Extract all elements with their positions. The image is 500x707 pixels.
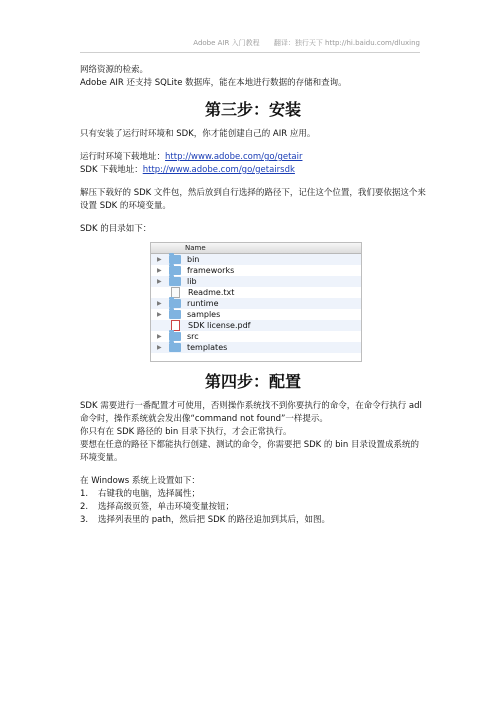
list-item-text: 右键我的电脑，选择属性； — [98, 489, 201, 499]
finder-item-name: runtime — [187, 299, 219, 308]
finder-row[interactable] — [151, 298, 361, 309]
windows-intro: 在 Windows 系统上设置如下： — [80, 476, 200, 486]
list-item — [80, 514, 426, 527]
runtime-download-link[interactable]: http://www.adobe.com/go/getair — [165, 152, 303, 162]
disclosure-triangle-icon[interactable]: ▶ — [157, 333, 162, 340]
sdk-dir-caption: SDK 的目录如下： — [80, 224, 152, 234]
disclosure-triangle-icon[interactable]: ▶ — [157, 278, 162, 285]
folder-icon — [169, 277, 181, 286]
intro-line-1: 网络资源的检索。 — [80, 65, 149, 75]
header-title: Adobe AIR 入门教程 — [193, 39, 260, 47]
step4-para-3: 要想在任意的路径下都能执行创建、测试的命令，你需要把 SDK 的 bin 目录设置成系统的环境变量。 — [80, 440, 419, 463]
sdk-download-line — [80, 164, 426, 177]
finder-row[interactable] — [151, 276, 361, 287]
folder-icon — [169, 266, 181, 275]
list-item-number: 3. — [80, 515, 89, 525]
intro-line-2: Adobe AIR 还支持 SQLite 数据库，能在本地进行数据的存储和查询。 — [80, 78, 347, 88]
finder-item-name: bin — [187, 255, 200, 264]
folder-icon — [169, 343, 181, 352]
step4-para-1: SDK 需要进行一番配置才可使用，否则操作系统找不到你要执行的命令，在命令行执行 adl 命令时，操作系统就会发出像“command not found”一样提示。 — [80, 401, 422, 424]
step4-para-2: 你只有在 SDK 路径的 bin 目录下执行，才会正常执行。 — [80, 427, 292, 437]
folder-icon — [169, 310, 181, 319]
step3-desc: 只有安装了运行时环境和 SDK，你才能创建自己的 AIR 应用。 — [80, 129, 316, 139]
list-item-number: 1. — [80, 489, 89, 499]
header-translator: 翻译：独行天下 http://hi.baidu.com/dluxing — [273, 39, 420, 47]
sdk-download-link[interactable]: http://www.adobe.com/go/getairsdk — [142, 165, 295, 175]
page-header — [80, 38, 420, 53]
folder-icon — [169, 332, 181, 341]
finder-item-name: src — [187, 332, 199, 341]
runtime-download-label: 运行时环境下载地址： — [80, 152, 166, 162]
finder-row[interactable] — [151, 265, 361, 276]
finder-item-name: lib — [187, 277, 197, 286]
finder-item-name: samples — [187, 310, 221, 319]
folder-icon — [169, 255, 181, 264]
list-item-text: 选择列表里的 path，然后把 SDK 的路径追加到其后，如图。 — [98, 515, 330, 525]
finder-item-name: templates — [187, 343, 228, 352]
sdk-directory-listing — [150, 242, 362, 362]
sdk-download-label: SDK 下载地址： — [80, 165, 143, 175]
step4-heading: 第四步：配置 — [204, 372, 301, 391]
finder-row[interactable] — [151, 331, 361, 342]
finder-row[interactable] — [151, 342, 361, 353]
finder-row[interactable] — [151, 320, 361, 331]
finder-row[interactable] — [151, 309, 361, 320]
disclosure-triangle-icon[interactable]: ▶ — [157, 256, 162, 263]
list-item-text: 选择高级页签，单击环境变量按钮； — [98, 502, 235, 512]
unzip-instructions: 解压下载好的 SDK 文件包，然后放到自行选择的路径下，记住这个位置，我们要依据这个来设置 SDK 的环境变量。 — [80, 188, 426, 211]
finder-row[interactable] — [151, 287, 361, 298]
list-item-number: 2. — [80, 502, 89, 512]
finder-item-name: SDK license.pdf — [188, 321, 251, 330]
step3-heading: 第三步：安装 — [204, 100, 301, 119]
disclosure-triangle-icon[interactable]: ▶ — [157, 311, 162, 318]
windows-steps — [80, 488, 426, 527]
disclosure-triangle-icon[interactable]: ▶ — [157, 300, 162, 307]
disclosure-triangle-icon[interactable]: ▶ — [157, 267, 162, 274]
runtime-download-line — [80, 151, 426, 164]
finder-row[interactable] — [151, 254, 361, 265]
name-column-header[interactable]: Name — [151, 243, 361, 254]
finder-item-name: Readme.txt — [188, 288, 235, 297]
disclosure-triangle-icon[interactable]: ▶ — [157, 344, 162, 351]
finder-item-name: frameworks — [187, 266, 235, 275]
list-item — [80, 488, 426, 501]
document-body — [80, 64, 426, 527]
list-item — [80, 501, 426, 514]
folder-icon — [169, 299, 181, 308]
